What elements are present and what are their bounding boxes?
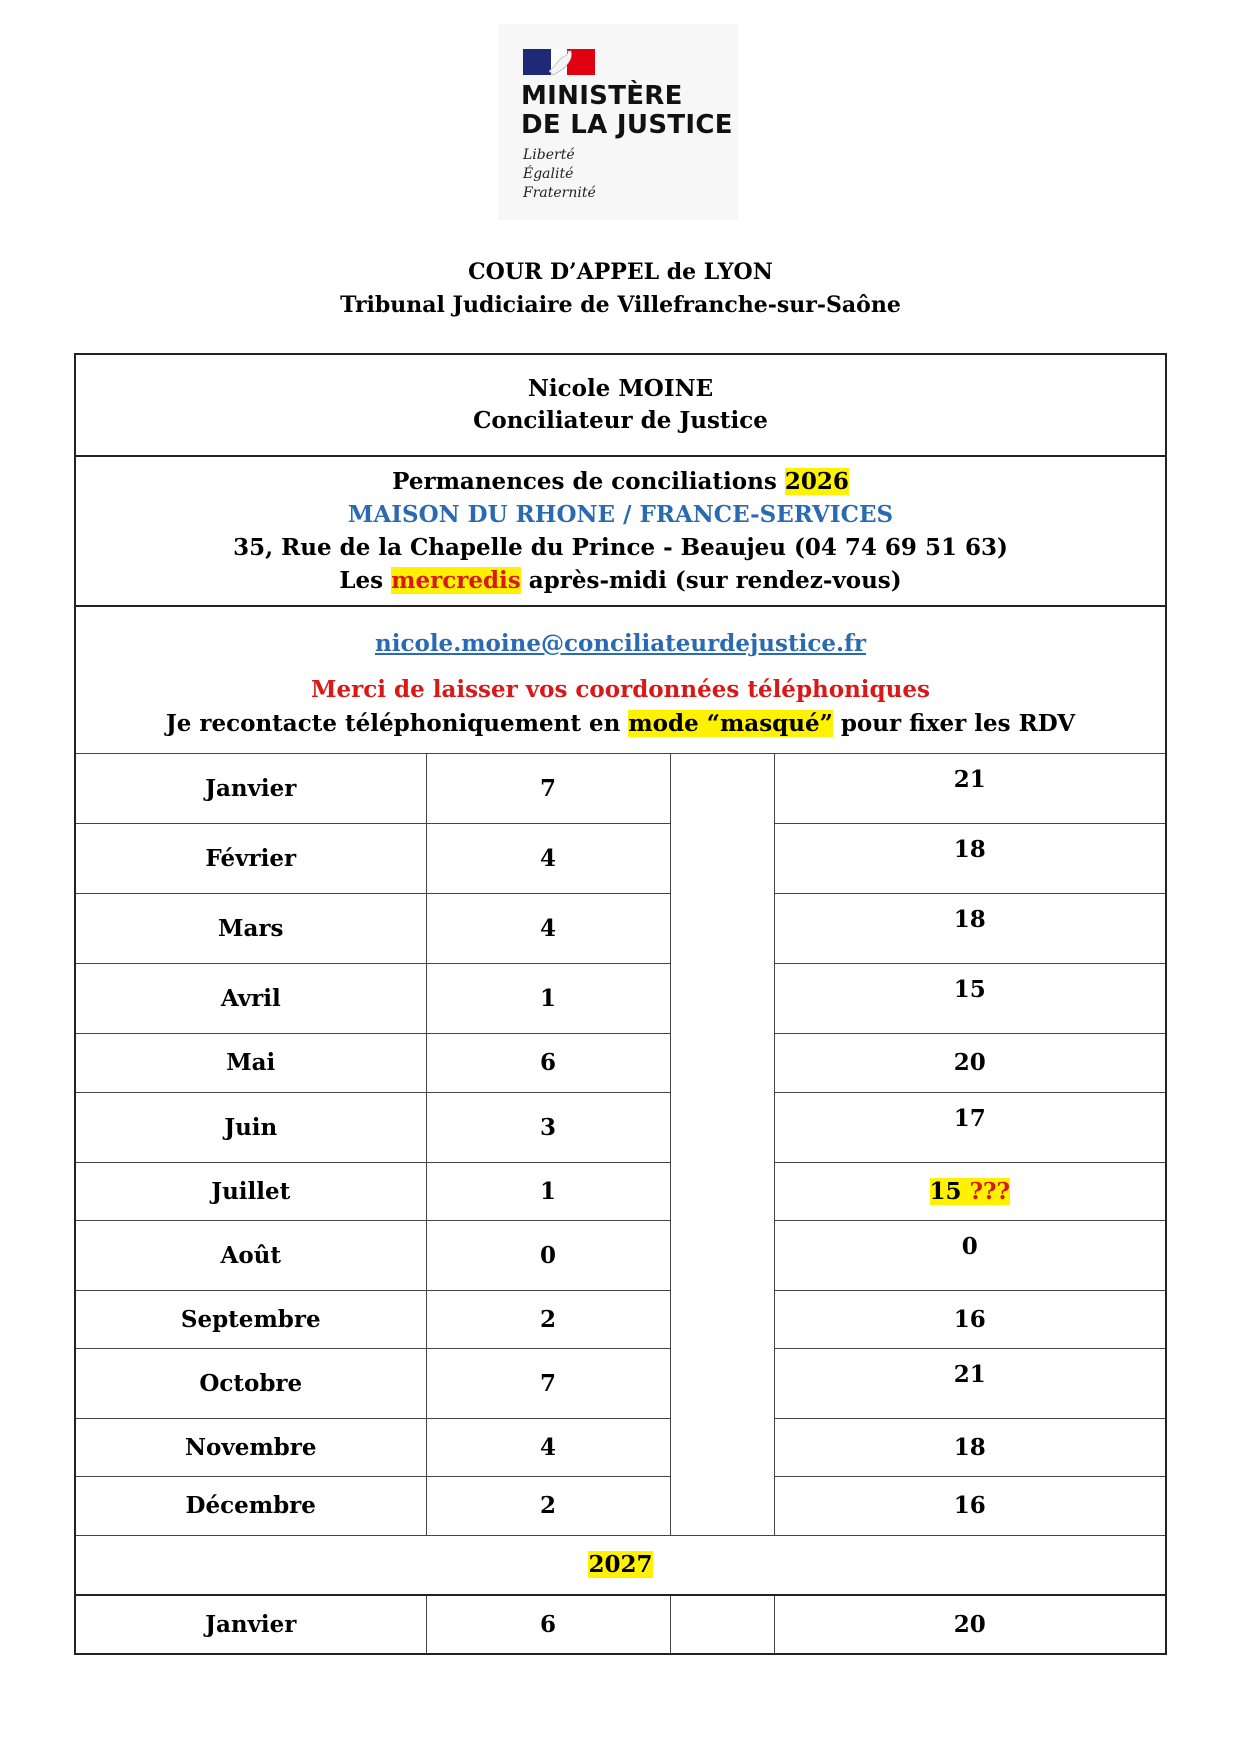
schedule-table xyxy=(74,353,1167,1655)
marianne-flag-icon xyxy=(523,49,595,75)
ministry-line1: MINISTÈRE xyxy=(521,81,683,111)
first-date-cell: 6 xyxy=(426,1033,670,1092)
phone-notice: Merci de laisser vos coordonnées téléphoniques xyxy=(311,676,930,703)
month-cell: Mai xyxy=(75,1033,426,1092)
callback-info xyxy=(76,707,1165,741)
first-date-cell: 1 xyxy=(426,1162,670,1220)
first-date-cell: 2 xyxy=(426,1290,670,1348)
second-date-cell xyxy=(774,1162,1166,1220)
table-row xyxy=(75,753,1166,823)
second-date-cell: 20 xyxy=(774,1033,1166,1092)
month-cell: Septembre xyxy=(75,1290,426,1348)
table-row xyxy=(75,963,1166,1033)
second-date-cell: 16 xyxy=(774,1476,1166,1535)
second-date-cell: 18 xyxy=(774,1418,1166,1476)
table-row xyxy=(75,893,1166,963)
month-cell: Mars xyxy=(75,893,426,963)
motto-egalite: Égalité xyxy=(523,166,574,182)
permanence-heading xyxy=(76,465,1165,498)
month-cell: Avril xyxy=(75,963,426,1033)
next-year-label: 2027 xyxy=(588,1551,653,1578)
days-prefix: Les xyxy=(339,567,392,594)
month-cell: Janvier xyxy=(75,1595,426,1654)
first-date-cell: 6 xyxy=(426,1595,670,1654)
month-cell: Octobre xyxy=(75,1348,426,1418)
table-row xyxy=(75,1092,1166,1162)
ministry-name xyxy=(521,82,733,140)
callback-prefix: Je recontacte téléphoniquement en xyxy=(165,710,629,737)
uncertain-date-note: ??? xyxy=(969,1177,1010,1205)
conciliator-title: Conciliateur de Justice xyxy=(473,407,768,434)
table-row xyxy=(75,1162,1166,1220)
month-cell: Février xyxy=(75,823,426,893)
month-cell: Janvier xyxy=(75,753,426,823)
second-date-cell: 18 xyxy=(774,823,1166,893)
permanence-heading-text: Permanences de conciliations xyxy=(392,468,785,495)
month-cell: Août xyxy=(75,1220,426,1290)
conciliator-cell xyxy=(75,354,1166,456)
court-header xyxy=(0,256,1241,322)
table-row xyxy=(75,823,1166,893)
first-date-cell: 4 xyxy=(426,823,670,893)
table-row xyxy=(75,1348,1166,1418)
month-cell: Juin xyxy=(75,1092,426,1162)
table-row xyxy=(75,1290,1166,1348)
days-suffix: après-midi (sur rendez-vous) xyxy=(520,567,902,594)
first-date-cell: 0 xyxy=(426,1220,670,1290)
empty-spacer-cell xyxy=(670,753,774,1535)
second-date-cell: 21 xyxy=(774,753,1166,823)
first-date-cell: 1 xyxy=(426,963,670,1033)
first-date-cell: 7 xyxy=(426,1348,670,1418)
motto-liberte: Liberté xyxy=(523,147,575,163)
year-separator-cell xyxy=(75,1535,1166,1595)
month-cell: Novembre xyxy=(75,1418,426,1476)
first-date-cell: 7 xyxy=(426,753,670,823)
first-date-cell: 4 xyxy=(426,1418,670,1476)
ministry-logo xyxy=(498,24,738,220)
conciliator-name: Nicole MOINE xyxy=(527,375,714,402)
second-date-cell: 15 xyxy=(774,963,1166,1033)
table-row xyxy=(75,1476,1166,1535)
month-cell: Décembre xyxy=(75,1476,426,1535)
ministry-line2: DE LA JUSTICE xyxy=(521,110,733,140)
permanence-year: 2026 xyxy=(784,468,849,495)
empty-spacer-cell xyxy=(670,1595,774,1654)
table-row xyxy=(75,1220,1166,1290)
first-date-cell: 4 xyxy=(426,893,670,963)
tribunal-name: Tribunal Judiciaire de Villefranche-sur-Saône xyxy=(340,292,901,318)
permanence-cell xyxy=(75,456,1166,606)
month-cell: Juillet xyxy=(75,1162,426,1220)
second-date-cell: 17 xyxy=(774,1092,1166,1162)
venue-name: MAISON DU RHONE / FRANCE-SERVICES xyxy=(347,501,894,528)
court-of-appeal: COUR D’APPEL de LYON xyxy=(468,259,773,285)
table-row xyxy=(75,1418,1166,1476)
motto-fraternite: Fraternité xyxy=(523,185,596,201)
table-row xyxy=(75,1595,1166,1654)
days-highlight: mercredis xyxy=(391,567,521,594)
first-date-cell: 3 xyxy=(426,1092,670,1162)
permanence-days xyxy=(76,564,1165,597)
second-date-cell: 18 xyxy=(774,893,1166,963)
highlighted-date xyxy=(930,1178,1010,1205)
callback-suffix: pour fixer les RDV xyxy=(832,710,1076,737)
table-row xyxy=(75,1033,1166,1092)
first-date-cell: 2 xyxy=(426,1476,670,1535)
callback-highlight: mode “masqué” xyxy=(628,710,833,737)
year-separator-row xyxy=(75,1535,1166,1595)
second-date-value: 15 xyxy=(929,1177,962,1205)
second-date-cell: 0 xyxy=(774,1220,1166,1290)
venue-address: 35, Rue de la Chapelle du Prince - Beaujeu (04 74 69 51 63) xyxy=(233,534,1008,561)
email-link[interactable]: nicole.moine@conciliateurdejustice.fr xyxy=(375,630,866,657)
second-date-cell: 20 xyxy=(774,1595,1166,1654)
republic-motto xyxy=(523,146,596,203)
second-date-cell: 16 xyxy=(774,1290,1166,1348)
second-date-cell: 21 xyxy=(774,1348,1166,1418)
contact-cell xyxy=(75,606,1166,753)
